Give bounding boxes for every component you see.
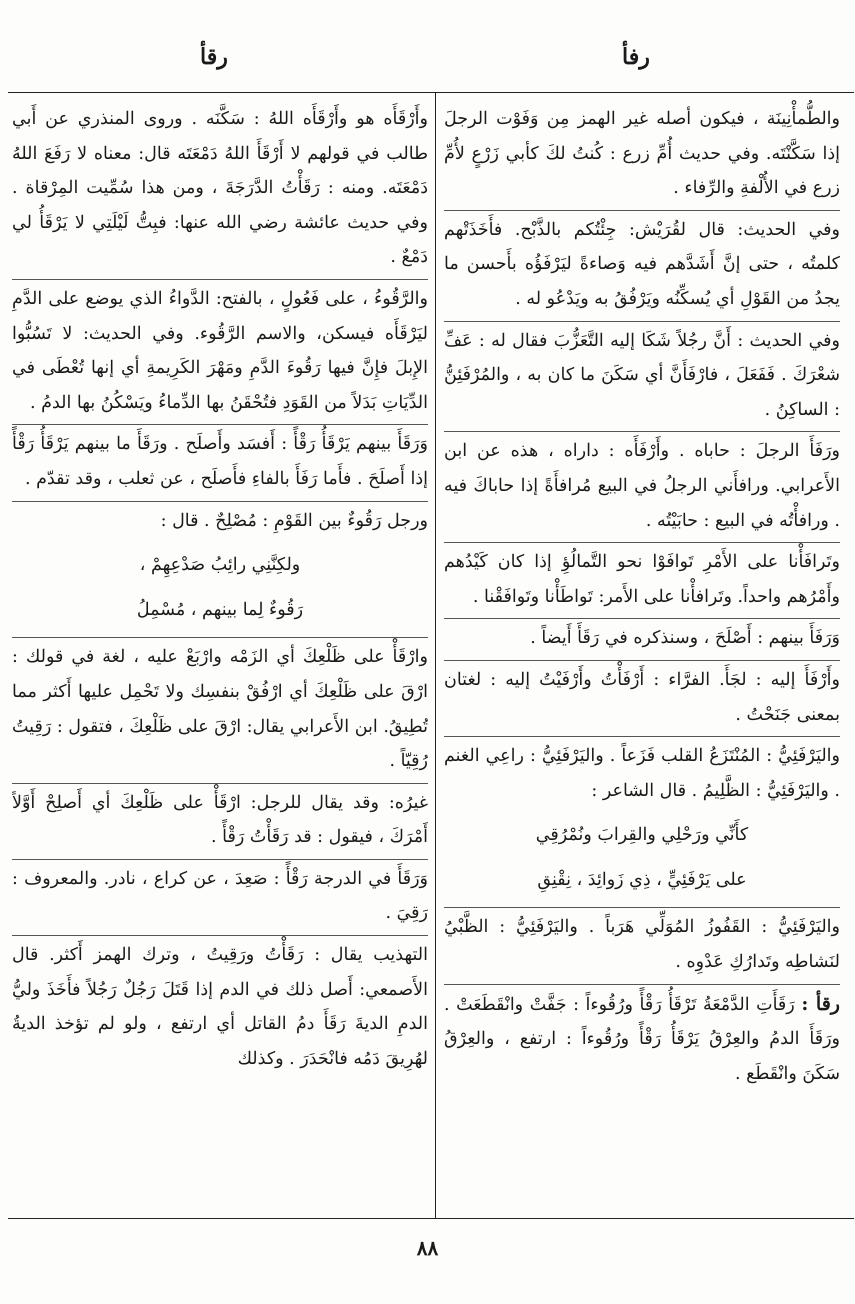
right-column	[444, 100, 840, 1214]
paragraph: وفي الحديث: قال لقُرَيْش: جِئْتُكم بالذَّبْح. فأَخَذَتْهم كلمتُه ، حتى إنَّ أَشَدَّهم فيه وَصاءةً ليَرْفَؤُه بأَحسن ما يجدُ من القَوْلِ أي يُسكِّنُه ويَرْفُقُ به ويَدْعُو له .	[444, 211, 840, 322]
verse-line: كأَنِّي ورَحْلِي والقِرابَ ونُمْرُقِي	[535, 825, 749, 846]
paragraph: واليَرْفَئِيُّ : المُنْتَزَعُ القلب فَزَعاً . واليَرْفَئِيُّ : راعِي الغنم . واليَرْفَئِيُّ : الظَّلِيمُ . قال الشاعر :	[444, 746, 840, 801]
page-number: ٨٨	[416, 1236, 439, 1260]
paragraph: وتَرافَأْنا على الأَمْرِ تَوافَوْا نحو التَّمالُؤِ إذا كان كَيْدُهم وأَمْرُهم واحداً. وتَرافأْنا على الأَمر: تَواطَأْنا وتَوافَقْنا .	[444, 543, 840, 619]
column-divider	[435, 92, 436, 1218]
paragraph: وأَرْفَأَ إليه : لجَأَ. الفرَّاء : أَرْفَأْتُ وأَرْفَيْتُ إليه : لغتان بمعنى جَنَحْتُ .	[444, 661, 840, 737]
paragraph: وَرَقَأَ بينهم يَرْقَأُ رَقْأً : أَفسَد وأَصلَح . ورَقَأَ ما بينهم يَرْقَأُ رَقْأً إذا أَصلَحَ . فأَما رَفَأَ بالفاءِ فأَصلَح ، عن ثعلب ، وقد تقدّم .	[12, 425, 428, 501]
left-column	[12, 100, 428, 1214]
running-head-right: رفأ	[622, 44, 650, 70]
verse-line: ولكِنَّنِي رائِبُ صَدْعِهِمْ ،	[139, 555, 301, 576]
paragraph: غيرُه: وقد يقال للرجل: ارْقَأْ على ظَلْعِكَ أي أَصلِحْ أَوَّلاً أَمْرَكَ ، فيقول : قد رَقَأْتُ رَقْأً .	[12, 784, 428, 860]
paragraph: والطُّمأْنِينَة ، فيكون أصله غير الهمز مِن وَفَوْت الرجلَ إذا سَكَّنْتَه. وفي حديث أُمِّ زرع : كُنتُ لكَ كأبي زَرْعٍ لأُمِّ زرع في الأُلْفةِ والرِّفاء .	[444, 100, 840, 211]
paragraph: وَرَفَأَ بينهم : أَصْلَحَ ، وسنذكره في رَقَأَ أَيضاً .	[444, 619, 840, 661]
paragraph: وَرَقَأَ في الدرجة رَقْأً : صَعِدَ ، عن كراع ، نادر. والمعروف : رَقِيَ .	[12, 860, 428, 936]
footer-rule	[8, 1218, 854, 1219]
entry-paragraph	[444, 985, 840, 1096]
paragraph: ورَفَأَ الرجلَ : حاباه . وأَرْفَأَه : داراه ، هذه عن ابن الأَعرابي. ورافأَني الرجلُ في البيع مُرافأَةً إذا حاباكَ فيه . ورافأْتُه في البيع : حابَيْتُه .	[444, 432, 840, 543]
quote-block	[444, 737, 840, 908]
paragraph: وارْقَأْ على ظَلْعِكَ أي الزَمْه وارْبَعْ عليه ، لغة في قولك : ارْقَ على ظَلْعِكَ أي ارْفُقْ بنفسِك ولا تَحْمِل عليها أَكثر مما تُطِيقُ. ابن الأَعرابي يقال: ارْقَ على ظَلْعِكَ ، فتقول : رَقِيتُ رُقِيّاً .	[12, 638, 428, 783]
paragraph: وفي الحديث : أَنَّ رجُلاً شَكَا إليه التَّعَزُّبَ فقال له : عَفِّ شعْرَكَ . فَفَعَلَ ، فارْفَأَنَّ أي سَكَنَ ما كان به ، والمُرْفَئِنُّ : الساكِنُ .	[444, 322, 840, 433]
paragraph: وأَرْقَأَه هو وأَرْقَأَه اللهُ : سَكَّنَه . وروى المنذري عن أَبي طالب في قولهم لا أَرْقَأَ اللهُ دَمْعَتَه قال: معناه لا رَفَعَ اللهُ دَمْعَتَه. ومنه : رَقَأْتُ الدَّرَجَةَ ، ومن هذا سُمِّيت المِرْقاة . وفي حديث عائشة رضي الله عنها: فبِتُّ لَيْلَتِي لا يَرْقَأُ لي دَمْعٌ .	[12, 100, 428, 280]
paragraph: واليَرْفَئِيُّ : القَفُوزُ المُوَلِّي هَرَباً . واليَرْفَئِيُّ : الظَّبْيُ لنَشاطِه وتَدارُكِ عَدْوِه .	[444, 908, 840, 984]
entry-headword: رقأ :	[801, 992, 840, 1015]
paragraph: ورجل رَقُوءٌ بين القَوْمِ : مُصْلِحٌ . قال :	[160, 510, 428, 531]
paragraph: والرَّقُوءُ ، على فَعُولٍ ، بالفتح: الدَّواءُ الذي يوضع على الدَّمِ ليَرْقَأَه فيسكن، والاسم الرَّقُوء. وفي الحديث: لا تَسُبُّوا الإِبلَ فإِنَّ فيها رَقُوءَ الدَّمِ ومَهْرَ الكَرِيمةِ أي إنها تُعْطَى في الدِّيَاتِ بَدَلاً من القَوَدِ فتُحْقَنُ بها الدِّماءُ ويَسْكُنُ بها الدمُ .	[12, 280, 428, 425]
running-head-left: رقأ	[200, 44, 228, 70]
paragraph: التهذيب يقال : رَقَأْتُ ورَقِيتُ ، وترك الهمز أَكثر. قال الأَصمعي: أَصل ذلك في الدم إذا قَتَلَ رَجُلٌ رَجُلاً فأَخَذَ وليُّ الدمِ الديةَ رَقَأَ دمُ القاتل أي ارتفع ، ولو لم تؤخذ الديةُ لهُرِيقَ دَمُه فانْحَدَرَ . وكذلك	[12, 945, 428, 1069]
quote-block	[12, 502, 428, 639]
header-rule	[8, 92, 854, 93]
verse-line: على يَرْفَئِيٍّ ، ذِي زَوائِدَ ، نِقْنِقِ	[537, 869, 747, 890]
verse-line: رَقُوءٌ لِما بينهم ، مُسْمِلُ	[136, 599, 304, 620]
entry-text: رَقَأَتِ الدَّمْعَةُ تَرْقَأُ رَقْأً ورُقُوءاً : جَفَّتْ وانْقَطَعَتْ . ورَقَأَ الدمُ والعِرْقُ يَرْقَأُ رَقْأً ورُقُوءاً : ارتفع ، والعِرْقُ سَكَنَ وانْقَطَع .	[444, 994, 840, 1084]
